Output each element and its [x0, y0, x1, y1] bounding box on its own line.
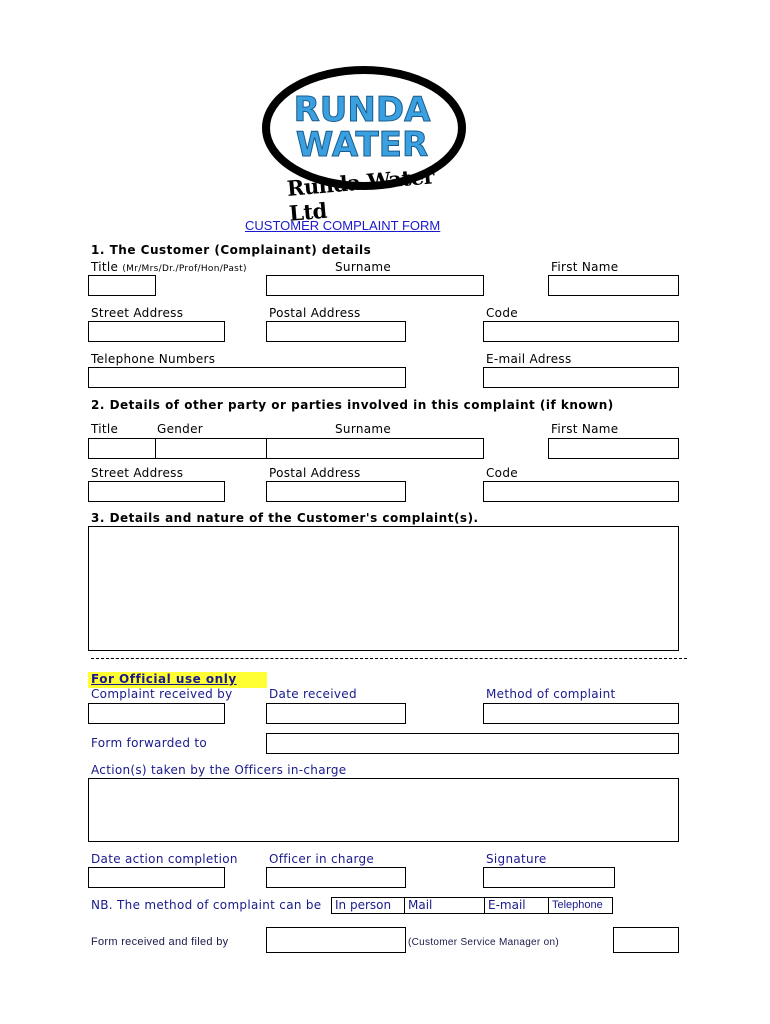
other-code-field[interactable] — [483, 481, 679, 502]
other-surname-field[interactable] — [266, 438, 484, 459]
logo-line2: WATER — [295, 125, 429, 165]
title-label-text: Title — [91, 260, 119, 274]
logo-line1: RUNDA — [293, 90, 431, 130]
nb-label: NB. The method of complaint can be — [91, 898, 322, 912]
officer-field[interactable] — [266, 867, 406, 888]
telephone-field[interactable] — [88, 367, 406, 388]
code-field[interactable] — [483, 321, 679, 342]
other-gender-field[interactable] — [155, 438, 267, 459]
received-by-field[interactable] — [88, 703, 225, 724]
date-completion-label: Date action completion — [91, 852, 238, 866]
company-name: Runda Water Ltd — [285, 163, 436, 226]
other-postal-field[interactable] — [266, 481, 406, 502]
first-name-field[interactable] — [548, 275, 679, 296]
signature-label: Signature — [486, 852, 547, 866]
postal-address-field[interactable] — [266, 321, 406, 342]
actions-field[interactable] — [88, 778, 679, 842]
street-address-label: Street Address — [91, 306, 184, 320]
title-label — [91, 260, 247, 274]
section2-heading: 2. Details of other party or parties involved in this complaint (if known) — [91, 398, 614, 412]
method-in-person[interactable]: In person — [331, 897, 405, 914]
other-code-label: Code — [486, 466, 518, 480]
other-surname-label: Surname — [335, 422, 392, 436]
telephone-label: Telephone Numbers — [91, 352, 216, 366]
code-label: Code — [486, 306, 518, 320]
form-title: CUSTOMER COMPLAINT FORM — [245, 218, 441, 233]
method-mail[interactable]: Mail — [404, 897, 485, 914]
forwarded-field[interactable] — [266, 733, 679, 754]
other-first-name-label: First Name — [551, 422, 619, 436]
other-street-label: Street Address — [91, 466, 184, 480]
filed-by-label: Form received and filed by — [91, 936, 229, 948]
surname-field[interactable] — [266, 275, 484, 296]
filed-date-field[interactable] — [613, 927, 679, 953]
signature-field[interactable] — [483, 867, 615, 888]
complaint-details-field[interactable] — [88, 526, 679, 651]
actions-label: Action(s) taken by the Officers in-charge — [91, 763, 347, 777]
officer-label: Officer in charge — [269, 852, 375, 866]
title-hint: (Mr/Mrs/Dr./Prof/Hon/Past) — [122, 264, 247, 274]
filed-by-field[interactable] — [266, 927, 406, 953]
method-email[interactable]: E-mail — [484, 897, 549, 914]
other-street-field[interactable] — [88, 481, 225, 502]
other-gender-label: Gender — [157, 422, 204, 436]
other-title-field[interactable] — [88, 438, 156, 459]
method-field[interactable] — [483, 703, 679, 724]
official-heading: For Official use only — [91, 672, 237, 686]
date-completion-field[interactable] — [88, 867, 225, 888]
date-received-field[interactable] — [266, 703, 406, 724]
email-field[interactable] — [483, 367, 679, 388]
forwarded-label: Form forwarded to — [91, 736, 208, 750]
method-label: Method of complaint — [486, 687, 616, 701]
street-address-field[interactable] — [88, 321, 225, 342]
method-telephone[interactable]: Telephone — [548, 897, 613, 914]
section3-heading: 3. Details and nature of the Customer's complaint(s). — [91, 511, 479, 525]
first-name-label: First Name — [551, 260, 619, 274]
received-by-label: Complaint received by — [91, 687, 233, 701]
other-first-name-field[interactable] — [548, 438, 679, 459]
other-title-label: Title — [91, 422, 119, 436]
separator-line — [91, 658, 687, 659]
section1-heading: 1. The Customer (Complainant) details — [91, 243, 372, 257]
email-label: E-mail Adress — [486, 352, 572, 366]
surname-label: Surname — [335, 260, 392, 274]
postal-address-label: Postal Address — [269, 306, 361, 320]
date-received-label: Date received — [269, 687, 357, 701]
other-postal-label: Postal Address — [269, 466, 361, 480]
csm-label: (Customer Service Manager on) — [408, 937, 559, 948]
title-field[interactable] — [88, 275, 156, 296]
